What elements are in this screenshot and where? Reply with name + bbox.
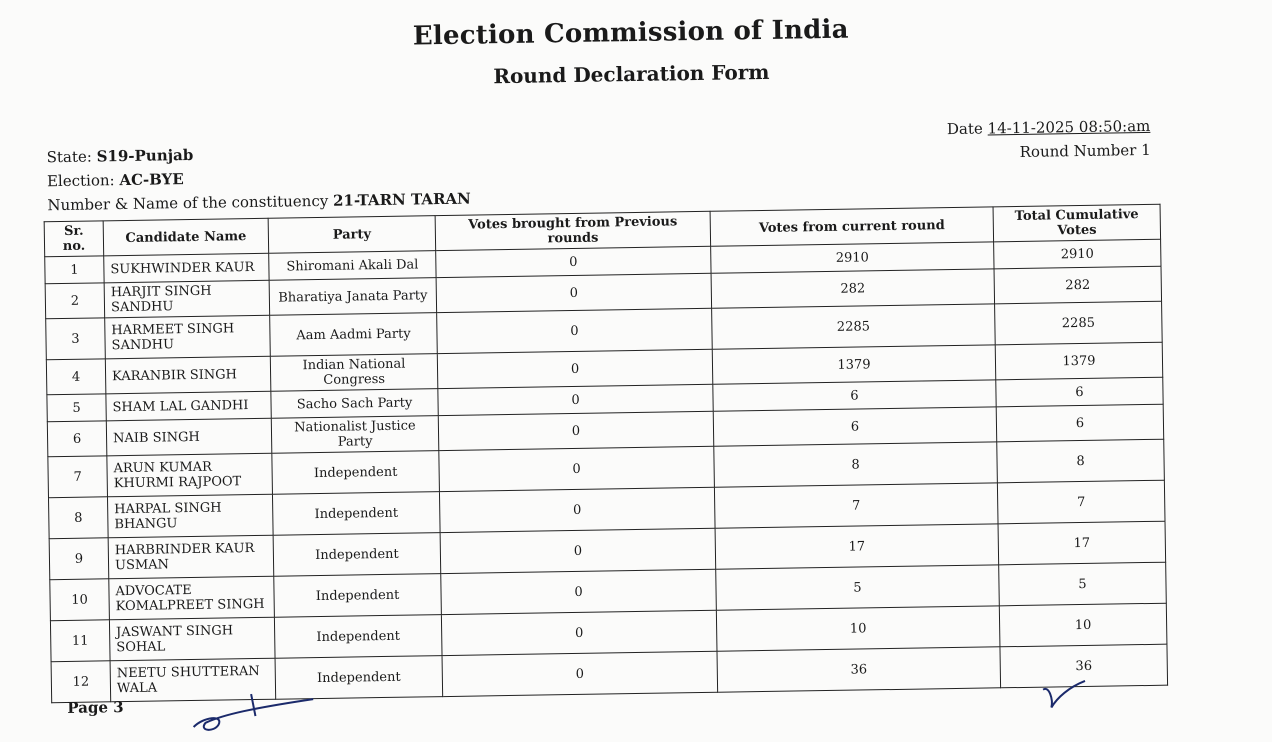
election-label: Election: <box>46 171 120 191</box>
prev-votes-cell: 0 <box>437 349 713 388</box>
party-cell: Aam Aadmi Party <box>270 313 438 357</box>
candidate-cell: KARANBIR SINGH <box>105 356 271 394</box>
total-votes-cell: 36 <box>1000 644 1168 688</box>
election-value: AC-BYE <box>119 170 184 190</box>
current-votes-cell: 17 <box>715 524 999 569</box>
current-votes-cell: 1379 <box>712 345 996 384</box>
constituency-label: Number & Name of the constituency <box>47 191 334 215</box>
prev-votes-cell: 0 <box>439 487 715 532</box>
current-votes-cell: 2285 <box>712 304 996 349</box>
form-title: Round Declaration Form <box>493 59 770 89</box>
total-votes-cell: 2285 <box>995 301 1163 345</box>
state-value: S19-Punjab <box>96 145 194 166</box>
current-votes-cell: 282 <box>711 269 995 308</box>
party-cell: Independent <box>273 533 441 577</box>
date-line <box>947 114 1151 141</box>
candidate-cell: JASWANT SINGH SOHAL <box>109 617 275 661</box>
signature-icon <box>183 685 324 737</box>
total-votes-cell: 282 <box>994 266 1162 304</box>
party-cell: Nationalist Justice Party <box>271 416 439 454</box>
candidate-cell: ARUN KUMAR KHURMI RAJPOOT <box>107 453 273 497</box>
prev-votes-cell: 0 <box>440 528 716 573</box>
page-number: Page 3 <box>67 698 124 717</box>
sr-cell: 12 <box>51 661 111 703</box>
total-votes-cell: 5 <box>999 562 1167 606</box>
prev-votes-cell: 0 <box>438 411 714 450</box>
round-line <box>947 138 1151 165</box>
prev-votes-cell: 0 <box>441 569 717 614</box>
current-votes-cell: 8 <box>714 442 998 487</box>
candidate-cell: ADVOCATE KOMALPREET SINGH <box>109 576 275 620</box>
current-votes-cell: 5 <box>716 565 1000 610</box>
constituency-value: 21-TARN TARAN <box>332 189 471 210</box>
candidate-cell: HARPAL SINGH BHANGU <box>107 494 273 538</box>
current-votes-cell: 7 <box>714 483 998 528</box>
sr-cell: 5 <box>47 394 106 422</box>
prev-votes-cell: 0 <box>439 446 715 491</box>
current-votes-cell: 2910 <box>711 242 994 273</box>
sr-cell: 8 <box>48 497 108 539</box>
current-votes-cell: 10 <box>716 606 1000 651</box>
candidate-cell: HARMEET SINGH SANDHU <box>105 315 271 359</box>
prev-votes-cell: 0 <box>442 651 718 696</box>
candidate-cell: NAIB SINGH <box>106 418 272 456</box>
total-votes-cell: 17 <box>998 521 1166 565</box>
election-info <box>46 139 471 218</box>
party-cell: Independent <box>274 615 442 659</box>
col-sr-no: Sr. no. <box>44 221 104 257</box>
prev-votes-cell: 0 <box>436 273 712 312</box>
party-cell: Sacho Sach Party <box>271 389 438 419</box>
col-candidate-name: Candidate Name <box>103 218 269 256</box>
prev-votes-cell: 0 <box>438 384 713 415</box>
party-cell: Independent <box>275 656 443 700</box>
date-label: Date <box>946 119 988 139</box>
party-cell: Independent <box>272 492 440 536</box>
party-cell: Independent <box>272 451 440 495</box>
candidate-cell: SHAM LAL GANDHI <box>106 391 271 421</box>
initials-icon <box>1035 675 1096 716</box>
sr-cell: 10 <box>50 579 110 621</box>
candidate-cell: HARBRINDER KAUR USMAN <box>108 535 274 579</box>
total-votes-cell: 6 <box>996 404 1164 442</box>
party-cell: Independent <box>274 574 442 618</box>
col-current-votes: Votes from current round <box>710 207 994 246</box>
sr-cell: 7 <box>48 456 108 498</box>
total-votes-cell: 6 <box>996 377 1163 407</box>
sr-cell: 11 <box>50 620 110 662</box>
candidate-cell: HARJIT SINGH SANDHU <box>104 280 270 318</box>
prev-votes-cell: 0 <box>437 308 713 353</box>
total-votes-cell: 7 <box>997 480 1165 524</box>
current-votes-cell: 6 <box>713 380 996 411</box>
document-title: Election Commission of India <box>412 14 849 52</box>
total-votes-cell: 8 <box>997 439 1165 483</box>
sr-cell: 1 <box>45 256 104 284</box>
current-votes-cell: 36 <box>717 647 1001 692</box>
total-votes-cell: 1379 <box>995 342 1163 380</box>
results-table <box>44 204 1168 703</box>
party-cell: Shiromani Akali Dal <box>269 251 436 281</box>
total-votes-cell: 10 <box>999 603 1167 647</box>
prev-votes-cell: 0 <box>441 610 717 655</box>
round-value: 1 <box>1140 140 1151 160</box>
col-party: Party <box>268 216 436 254</box>
round-info <box>947 114 1151 165</box>
sr-cell: 3 <box>46 318 106 360</box>
sr-cell: 2 <box>45 283 105 319</box>
party-cell: Bharatiya Janata Party <box>269 278 437 316</box>
sr-cell: 6 <box>47 421 107 457</box>
sr-cell: 4 <box>46 359 106 395</box>
sr-cell: 9 <box>49 538 109 580</box>
current-votes-cell: 6 <box>713 407 997 446</box>
date-value: 14-11-2025 08:50:am <box>987 116 1151 138</box>
state-label: State: <box>46 147 97 167</box>
prev-votes-cell: 0 <box>436 246 711 277</box>
party-cell: Indian National Congress <box>270 354 438 392</box>
col-total-votes: Total Cumulative Votes <box>993 204 1161 242</box>
candidate-cell: NEETU SHUTTERAN WALA <box>110 658 276 702</box>
round-label: Round Number <box>1019 141 1142 161</box>
total-votes-cell: 2910 <box>994 239 1161 269</box>
candidate-cell: SUKHWINDER KAUR <box>104 253 269 283</box>
col-previous-votes: Votes brought from Previous rounds <box>435 211 711 250</box>
